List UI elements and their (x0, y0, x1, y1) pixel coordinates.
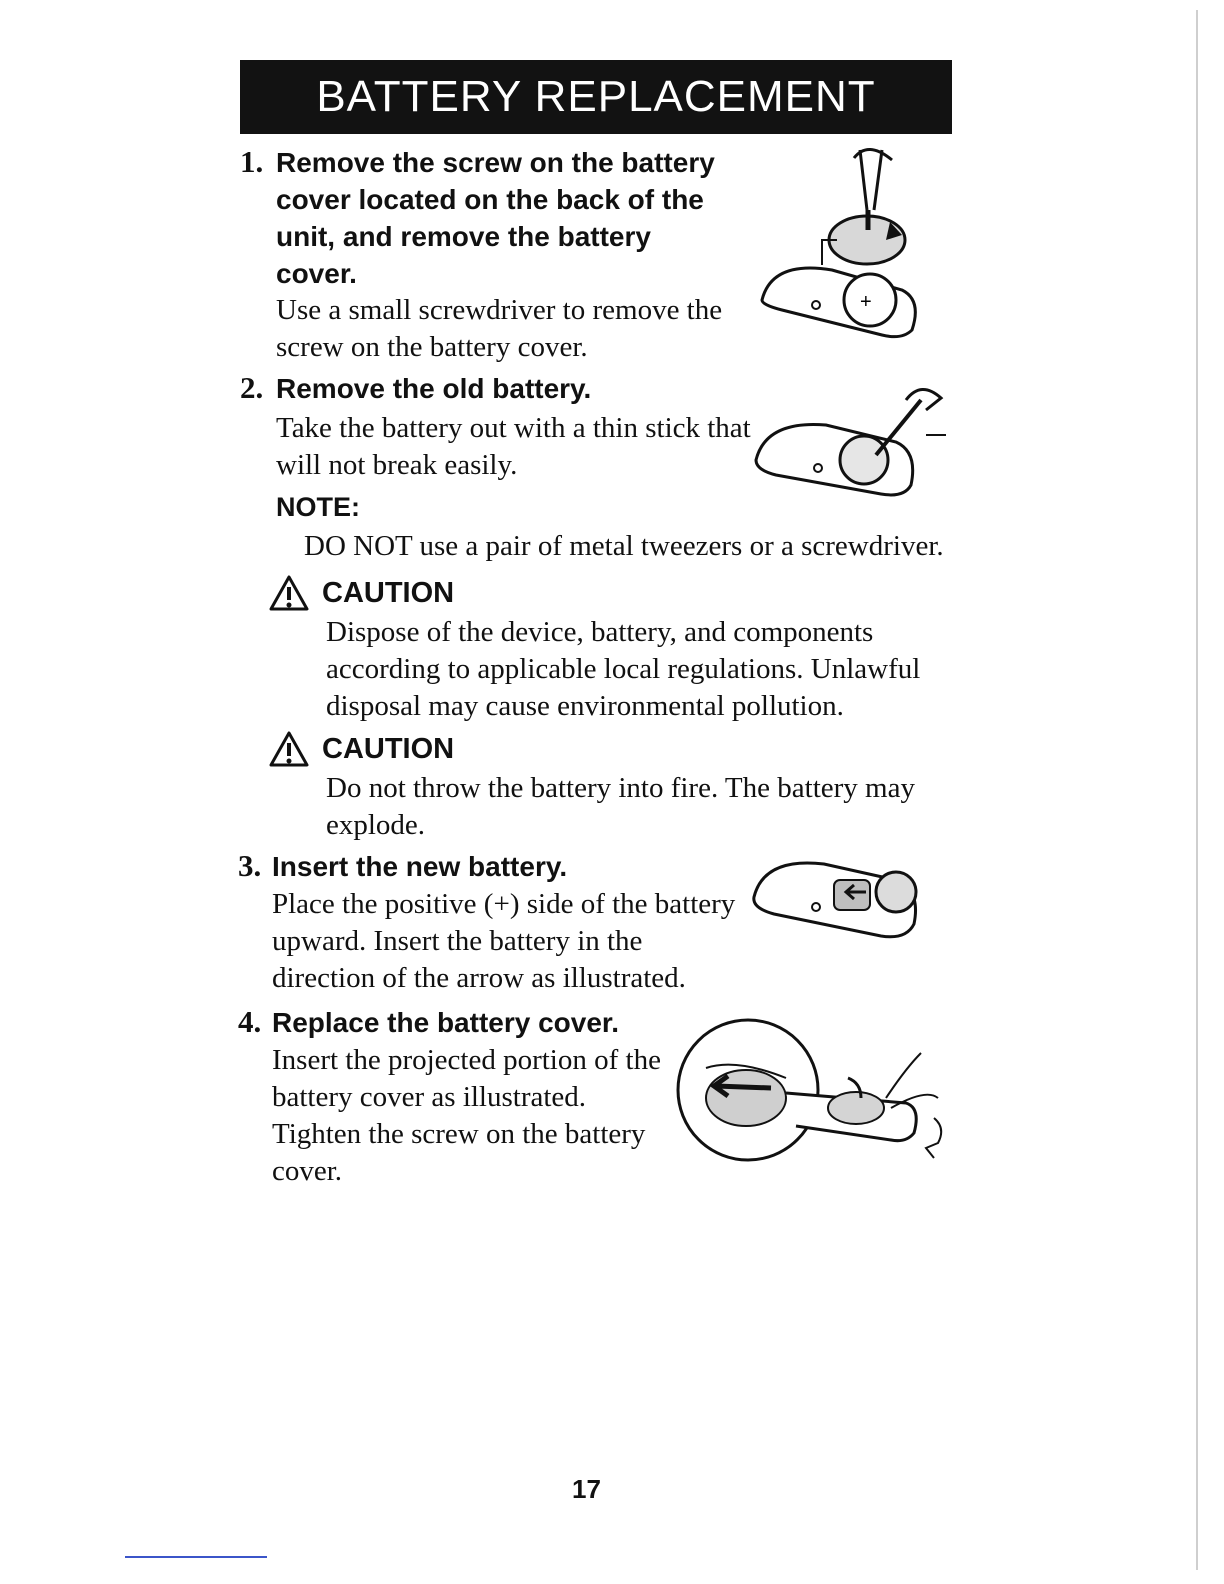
step-1-heading-line: cover located on the back of the (276, 184, 704, 215)
caution-1-line: Dispose of the device, battery, and components (326, 616, 874, 648)
caution-1-line: according to applicable local regulations. Unlawful (326, 653, 921, 685)
step-3-heading: Insert the new battery. (272, 851, 568, 882)
step-4-body (272, 1042, 661, 1190)
step-2-number: 2. (240, 370, 264, 405)
footer-rule (125, 1556, 267, 1558)
step-4-heading: Replace the battery cover. (272, 1007, 620, 1038)
page-edge-line (1196, 10, 1198, 1570)
caution-2-header (268, 730, 454, 768)
step-3-body (272, 886, 735, 997)
step-1-heading-line: cover. (276, 258, 357, 289)
step-3-body-line: direction of the arrow as illustrated. (272, 962, 686, 994)
caution-2-text (326, 770, 915, 844)
caution-1-header (268, 574, 454, 612)
stick-remove-battery-illustration (746, 380, 946, 505)
step-1-heading (276, 144, 715, 292)
warning-triangle-icon (268, 730, 310, 768)
step-1-body-line: screw on the battery cover. (276, 331, 588, 363)
step-3-body-line: Place the positive (+) side of the battery (272, 888, 736, 920)
caution-1-text (326, 614, 920, 725)
note-text: DO NOT use a pair of metal tweezers or a screwdriver. (304, 530, 944, 562)
step-1-heading-line: Remove the screw on the battery (276, 147, 715, 178)
replace-cover-illustration (676, 1008, 952, 1178)
title-banner (240, 60, 952, 134)
step-1-body (276, 292, 722, 366)
page-number: 17 (572, 1474, 601, 1504)
note-label: NOTE: (276, 492, 360, 522)
step-4-body-line: cover. (272, 1155, 343, 1187)
step-4-body-line: Insert the projected portion of the (272, 1044, 661, 1076)
caution-1-label: CAUTION (322, 576, 455, 609)
step-1-body-line: Use a small screwdriver to remove the (276, 294, 723, 326)
caution-2-label: CAUTION (322, 732, 455, 765)
caution-2-line: explode. (326, 809, 426, 841)
step-2-body-line: will not break easily. (276, 449, 518, 481)
screwdriver-remove-cover-illustration (742, 140, 952, 350)
caution-2-line: Do not throw the battery into fire. The battery may (326, 772, 915, 804)
step-1-heading-line: unit, and remove the battery (276, 221, 651, 252)
step-4-body-line: Tighten the screw on the battery (272, 1118, 646, 1150)
step-2-heading: Remove the old battery. (276, 373, 592, 404)
step-3-body-line: upward. Insert the battery in the (272, 925, 643, 957)
step-3-number: 3. (238, 848, 262, 883)
page-title: BATTERY REPLACEMENT (316, 72, 876, 121)
warning-triangle-icon (268, 574, 310, 612)
insert-battery-illustration (746, 852, 936, 947)
step-4-body-line: battery cover as illustrated. (272, 1081, 587, 1113)
step-4-number: 4. (238, 1004, 262, 1039)
step-2-body-line: Take the battery out with a thin stick that (276, 412, 751, 444)
svg-text:+: + (860, 291, 872, 313)
step-2-body (276, 410, 751, 484)
caution-1-line: disposal may cause environmental pollution. (326, 690, 844, 722)
step-1-number: 1. (240, 144, 264, 179)
